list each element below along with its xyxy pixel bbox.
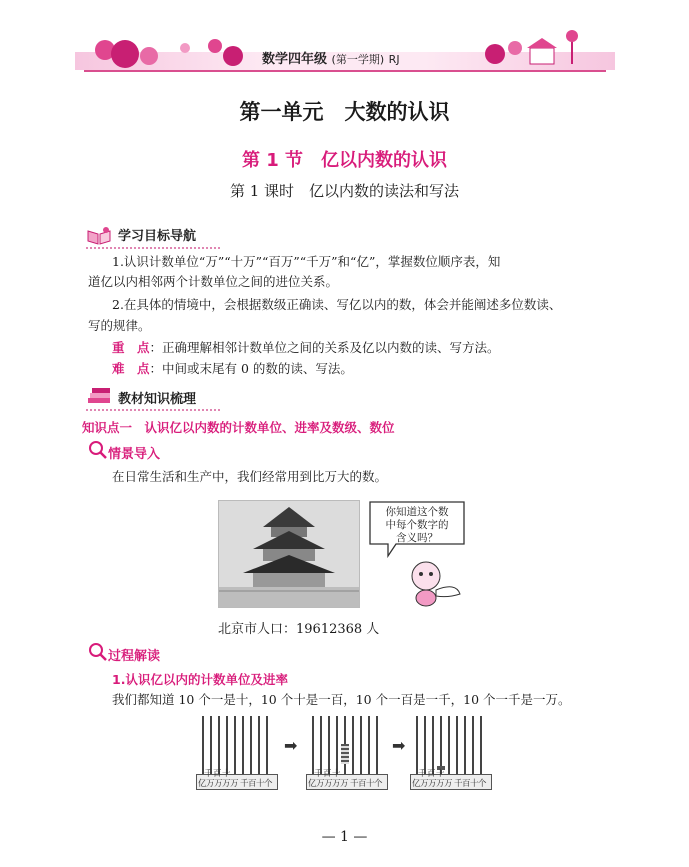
abacus-rod <box>480 716 482 774</box>
difficulty-point <box>112 360 353 378</box>
abacus-place-label: 万 <box>206 779 215 789</box>
lesson-title: 第 1 课时 亿以内数的读法和写法 <box>229 182 460 200</box>
header-rule <box>84 70 606 72</box>
abacus-place-label: 百 <box>248 779 257 789</box>
abacus-place-label: 千 <box>454 779 463 789</box>
abacus-rod <box>424 716 426 774</box>
abacus-rod <box>472 716 474 774</box>
magnifier-icon <box>88 642 108 662</box>
abacus-rod <box>456 716 458 774</box>
abacus-place-label: 万 <box>222 779 231 789</box>
abacus-place-label: 十 <box>436 769 445 779</box>
abacus-rod <box>368 716 370 774</box>
abacus-place-label: 百 <box>427 769 436 779</box>
abacus-place-label: 千 <box>240 779 249 789</box>
abacus-place-label: 千 <box>314 769 323 779</box>
process-text: 我们都知道 10 个一是十，10 个十是一百，10 个一百是一千，10 个一千是一万。 <box>112 692 571 707</box>
key-text: ：正确理解相邻计数单位之间的关系及亿以内数的读、写方法。 <box>149 340 500 355</box>
abacus-place-label: 千 <box>350 779 359 789</box>
abacus-place-label: 亿 <box>308 779 317 789</box>
abacus-place-label: 亿 <box>412 779 421 789</box>
knowledge-heading-rule <box>86 409 220 411</box>
abacus-place-label: 十 <box>366 779 375 789</box>
arrow-right-icon: ➡ <box>392 736 406 755</box>
abacus-place-label: 百 <box>462 779 471 789</box>
abacus-rod <box>210 716 212 774</box>
book-title: 数学四年级 <box>262 52 328 67</box>
goal-line-1: 1.认识计数单位“万”“十万”“百万”“千万”和“亿”，掌握数位顺序表，知 <box>112 254 501 269</box>
book-icon <box>86 226 112 246</box>
abacus-place-label: 万 <box>428 779 437 789</box>
abacus-place-label: 十 <box>256 779 265 789</box>
population-caption: 北京市人口：19612368 人 <box>218 622 380 637</box>
bubble-line-2: 中每个数字的 <box>385 519 449 531</box>
abacus-place-label: 千 <box>418 769 427 779</box>
situation-text: 在日常生活和生产中，我们经常用到比万大的数。 <box>112 469 388 484</box>
abacus-rod <box>242 716 244 774</box>
abacus-place-label: 个 <box>478 779 487 789</box>
abacus-rod <box>218 716 220 774</box>
page-number: — 1 — <box>321 829 368 845</box>
magnifier-icon <box>88 440 108 460</box>
abacus-beads <box>341 744 349 764</box>
abacus-rod <box>360 716 362 774</box>
difficulty-label: 难 点 <box>112 361 150 376</box>
abacus-place-label: 万 <box>420 779 429 789</box>
situation-heading: 情景导入 <box>108 447 161 462</box>
abacus-place-label: 万 <box>340 779 349 789</box>
key-label: 重 点 <box>112 340 150 355</box>
abacus-place-label: 万 <box>444 779 453 789</box>
key-point <box>112 339 500 357</box>
temple-of-heaven-photo <box>218 500 360 608</box>
goals-heading-rule <box>86 247 220 249</box>
section-title: 第 1 节 亿以内数的认识 <box>241 150 448 171</box>
arrow-right-icon: ➡ <box>284 736 298 755</box>
abacus-place-label: 个 <box>264 779 273 789</box>
abacus-rod <box>328 716 330 774</box>
abacus-place-label: 十 <box>332 769 341 779</box>
abacus-2 <box>306 716 388 790</box>
abacus-rod <box>416 716 418 774</box>
abacus-place-label: 万 <box>324 779 333 789</box>
abacus-rod <box>432 716 434 774</box>
abacus-place-label: 十 <box>470 779 479 789</box>
abacus-rod <box>336 716 338 774</box>
abacus-place-label: 万 <box>436 779 445 789</box>
abacus-rod <box>226 716 228 774</box>
bubble-line-3: 含义吗？ <box>396 532 438 544</box>
goals-heading: 学习目标导航 <box>118 229 197 244</box>
abacus-rod <box>320 716 322 774</box>
edition: RJ <box>388 53 400 66</box>
semester: (第一学期) <box>331 53 385 66</box>
abacus-rod <box>266 716 268 774</box>
abacus-rod <box>352 716 354 774</box>
abacus-rod <box>202 716 204 774</box>
abacus-place-label: 万 <box>332 779 341 789</box>
abacus-rod <box>448 716 450 774</box>
unit-title: 第一单元 大数的认识 <box>239 99 450 124</box>
abacus-place-label: 百 <box>213 769 222 779</box>
abacus-rod <box>234 716 236 774</box>
abacus-place-label: 百 <box>358 779 367 789</box>
abacus-place-label: 十 <box>222 769 231 779</box>
goal-line-4: 写的规律。 <box>88 318 151 333</box>
abacus-place-label: 万 <box>214 779 223 789</box>
process-heading: 过程解读 <box>108 649 161 664</box>
abacus-place-label: 个 <box>374 779 383 789</box>
abacus-3 <box>410 716 492 790</box>
abacus-rod <box>376 716 378 774</box>
goal-line-2: 道亿以内相邻两个计数单位之间的进位关系。 <box>88 274 339 289</box>
books-icon <box>86 386 114 406</box>
bubble-line-1: 你知道这个数 <box>385 506 449 518</box>
abacus-1 <box>196 716 278 790</box>
process-subtitle: 1.认识亿以内的计数单位及进率 <box>112 672 288 687</box>
difficulty-text: ：中间或末尾有 0 的数的读、写法。 <box>149 361 353 376</box>
abacus-rod <box>250 716 252 774</box>
abacus-place-label: 万 <box>230 779 239 789</box>
speech-bubble <box>372 506 462 545</box>
knowledge-point-title: 知识点一 认识亿以内数的计数单位、进率及数级、数位 <box>82 420 395 435</box>
abacus-place-label: 亿 <box>198 779 207 789</box>
knowledge-heading: 教材知识梳理 <box>118 392 197 407</box>
abacus-place-label: 千 <box>204 769 213 779</box>
header-title <box>262 48 400 67</box>
abacus-place-label: 百 <box>323 769 332 779</box>
abacus-place-label: 万 <box>316 779 325 789</box>
abacus-rod <box>258 716 260 774</box>
goal-line-3: 2.在具体的情境中，会根据数级正确读、写亿以内的数，体会并能阐述多位数读、 <box>112 297 562 312</box>
abacus-rod <box>312 716 314 774</box>
abacus-rod <box>464 716 466 774</box>
